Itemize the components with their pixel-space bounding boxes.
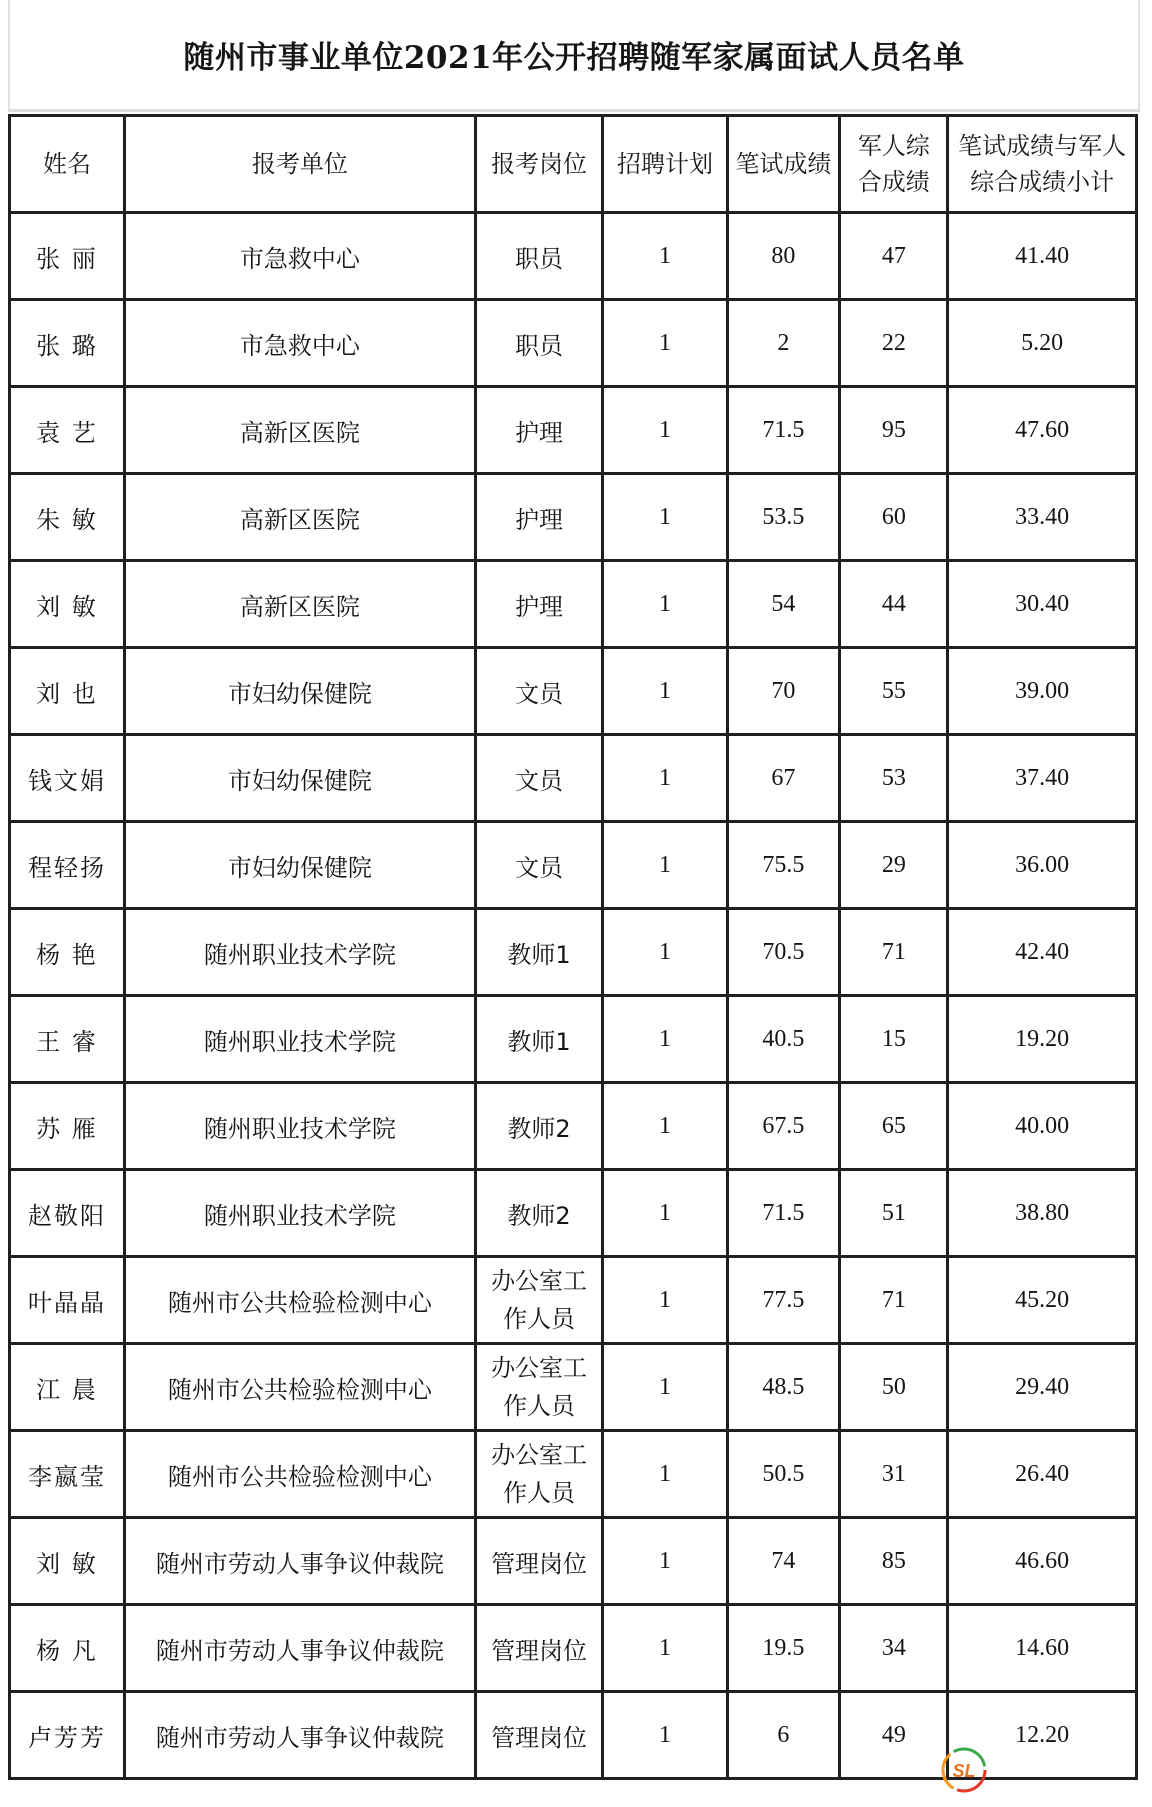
cell-unit: 随州职业技术学院 [125,1083,476,1170]
cell-post [475,1605,603,1692]
cell-post-line: 文员 [515,766,564,795]
cell-plan: 1 [603,996,727,1083]
column-header-label: 笔试成绩 [735,150,832,178]
cell-subtotal: 47.60 [948,387,1137,474]
column-header-unit [125,116,476,213]
cell-unit: 市妇幼保健院 [125,735,476,822]
table-row [10,822,1137,909]
cell-post [475,300,603,387]
cell-name: 赵敬阳 [10,1170,125,1257]
cell-name: 张 丽 [10,213,125,300]
cell-post-line: 文员 [515,679,564,708]
cell-plan: 1 [603,1431,727,1518]
column-header-plan [603,116,727,213]
cell-plan: 1 [603,474,727,561]
cell-military-score: 65 [840,1083,948,1170]
table-row [10,561,1137,648]
cell-unit: 市急救中心 [125,300,476,387]
title-banner [8,0,1140,112]
cell-subtotal: 39.00 [948,648,1137,735]
cell-post [475,1344,603,1431]
cell-name: 袁 艺 [10,387,125,474]
table-row [10,735,1137,822]
column-header-label: 合成绩 [857,168,930,196]
cell-written-score: 70 [727,648,840,735]
cell-post-line: 教师1 [507,1027,571,1056]
cell-subtotal: 37.40 [948,735,1137,822]
table-row [10,996,1137,1083]
cell-subtotal: 26.40 [948,1431,1137,1518]
cell-subtotal: 41.40 [948,213,1137,300]
cell-written-score: 74 [727,1518,840,1605]
table-header-row [10,116,1137,213]
cell-written-score: 53.5 [727,474,840,561]
cell-written-score: 40.5 [727,996,840,1083]
cell-post-line: 管理岗位 [491,1549,588,1578]
cell-written-score: 67 [727,735,840,822]
cell-post-line: 职员 [515,331,564,360]
column-header-label: 军人综 [857,132,930,160]
cell-subtotal: 38.80 [948,1170,1137,1257]
cell-plan: 1 [603,822,727,909]
cell-unit: 随州职业技术学院 [125,996,476,1083]
cell-post [475,1170,603,1257]
cell-name: 刘 敏 [10,1518,125,1605]
cell-plan: 1 [603,1344,727,1431]
cell-name: 李嬴莹 [10,1431,125,1518]
cell-plan: 1 [603,1083,727,1170]
cell-military-score: 47 [840,213,948,300]
table-row [10,474,1137,561]
cell-written-score: 50.5 [727,1431,840,1518]
cell-military-score: 55 [840,648,948,735]
cell-post-line: 护理 [515,592,564,621]
svg-text:SL: SL [952,1761,976,1781]
cell-post-line: 办公室工 [491,1354,588,1382]
cell-post-line: 文员 [515,853,564,882]
cell-post [475,1431,603,1518]
column-header-post [475,116,603,213]
cell-plan: 1 [603,1605,727,1692]
cell-written-score: 71.5 [727,1170,840,1257]
cell-post-line: 教师2 [507,1201,571,1230]
cell-post [475,996,603,1083]
cell-written-score: 70.5 [727,909,840,996]
column-header-label: 报考单位 [251,150,348,178]
cell-post [475,474,603,561]
cell-unit: 市妇幼保健院 [125,822,476,909]
cell-unit: 随州职业技术学院 [125,1170,476,1257]
cell-name: 王 睿 [10,996,125,1083]
cell-post-line: 护理 [515,505,564,534]
cell-post [475,387,603,474]
cell-name: 钱文娟 [10,735,125,822]
cell-post-line: 教师1 [507,940,571,969]
document-title: 随州市事业单位2021年公开招聘随军家属面试人员名单 [183,40,965,76]
cell-plan: 1 [603,213,727,300]
cell-post [475,1083,603,1170]
cell-name: 刘 敏 [10,561,125,648]
cell-name: 朱 敏 [10,474,125,561]
cell-plan: 1 [603,648,727,735]
cell-post-line: 教师2 [507,1114,571,1143]
cell-plan: 1 [603,1257,727,1344]
table-row [10,1257,1137,1344]
cell-military-score: 71 [840,1257,948,1344]
table-row [10,213,1137,300]
watermark-logo-icon [938,1744,990,1796]
cell-subtotal: 40.00 [948,1083,1137,1170]
table-row [10,909,1137,996]
column-header-label: 姓名 [43,150,91,178]
cell-military-score: 22 [840,300,948,387]
cell-post [475,648,603,735]
cell-unit: 随州市公共检验检测中心 [125,1257,476,1344]
cell-written-score: 6 [727,1692,840,1779]
cell-military-score: 50 [840,1344,948,1431]
cell-post [475,1518,603,1605]
cell-written-score: 2 [727,300,840,387]
cell-post-line: 职员 [515,244,564,273]
cell-military-score: 44 [840,561,948,648]
column-header-label: 报考岗位 [491,150,588,178]
cell-plan: 1 [603,735,727,822]
column-header-name [10,116,125,213]
cell-military-score: 29 [840,822,948,909]
cell-unit: 高新区医院 [125,387,476,474]
cell-military-score: 15 [840,996,948,1083]
cell-written-score: 80 [727,213,840,300]
table-row [10,1083,1137,1170]
column-header-label: 笔试成绩与军人 [958,132,1127,160]
cell-written-score: 48.5 [727,1344,840,1431]
cell-name: 江 晨 [10,1344,125,1431]
cell-unit: 随州市劳动人事争议仲裁院 [125,1692,476,1779]
cell-post [475,1257,603,1344]
cell-post [475,822,603,909]
cell-subtotal: 30.40 [948,561,1137,648]
cell-name: 杨 凡 [10,1605,125,1692]
cell-plan: 1 [603,1170,727,1257]
cell-plan: 1 [603,909,727,996]
cell-military-score: 71 [840,909,948,996]
cell-name: 苏 雁 [10,1083,125,1170]
cell-plan: 1 [603,387,727,474]
cell-post [475,561,603,648]
cell-military-score: 53 [840,735,948,822]
cell-unit: 随州市公共检验检测中心 [125,1344,476,1431]
cell-post-line: 作人员 [503,1305,576,1333]
cell-unit: 高新区医院 [125,561,476,648]
cell-post [475,909,603,996]
cell-plan: 1 [603,1518,727,1605]
cell-post-line: 作人员 [503,1392,576,1420]
cell-military-score: 31 [840,1431,948,1518]
cell-plan: 1 [603,300,727,387]
cell-military-score: 95 [840,387,948,474]
table-row [10,1344,1137,1431]
cell-post [475,1692,603,1779]
cell-unit: 随州职业技术学院 [125,909,476,996]
column-header-written-score [727,116,840,213]
cell-post-line: 护理 [515,418,564,447]
cell-subtotal: 33.40 [948,474,1137,561]
table-row [10,1518,1137,1605]
cell-written-score: 71.5 [727,387,840,474]
cell-name: 张 璐 [10,300,125,387]
cell-subtotal: 5.20 [948,300,1137,387]
cell-unit: 随州市公共检验检测中心 [125,1431,476,1518]
cell-post-line: 办公室工 [491,1441,588,1469]
cell-military-score: 49 [840,1692,948,1779]
cell-post-line: 办公室工 [491,1267,588,1295]
cell-unit: 随州市劳动人事争议仲裁院 [125,1518,476,1605]
cell-post-line: 作人员 [503,1479,576,1507]
cell-written-score: 54 [727,561,840,648]
cell-subtotal: 45.20 [948,1257,1137,1344]
table-row [10,1605,1137,1692]
cell-name: 刘 也 [10,648,125,735]
column-header-military-score [840,116,948,213]
cell-plan: 1 [603,561,727,648]
cell-post [475,735,603,822]
table-row [10,1431,1137,1518]
cell-written-score: 75.5 [727,822,840,909]
cell-unit: 随州市劳动人事争议仲裁院 [125,1605,476,1692]
cell-written-score: 77.5 [727,1257,840,1344]
cell-unit: 高新区医院 [125,474,476,561]
column-header-label: 招聘计划 [616,150,713,178]
cell-unit: 市急救中心 [125,213,476,300]
cell-military-score: 85 [840,1518,948,1605]
cell-name: 卢芳芳 [10,1692,125,1779]
cell-name: 杨 艳 [10,909,125,996]
cell-post-line: 管理岗位 [491,1636,588,1665]
table-row [10,387,1137,474]
table-row [10,648,1137,735]
cell-subtotal: 46.60 [948,1518,1137,1605]
table-row [10,300,1137,387]
cell-subtotal: 12.20 [948,1692,1137,1779]
column-header-subtotal [948,116,1137,213]
cell-subtotal: 42.40 [948,909,1137,996]
interview-roster-table [8,114,1138,1780]
table-body [10,213,1137,1779]
cell-subtotal: 29.40 [948,1344,1137,1431]
cell-post-line: 管理岗位 [491,1723,588,1752]
cell-written-score: 19.5 [727,1605,840,1692]
cell-subtotal: 19.20 [948,996,1137,1083]
cell-post [475,213,603,300]
cell-plan: 1 [603,1692,727,1779]
cell-military-score: 34 [840,1605,948,1692]
cell-military-score: 60 [840,474,948,561]
cell-military-score: 51 [840,1170,948,1257]
cell-unit: 市妇幼保健院 [125,648,476,735]
cell-name: 程轻扬 [10,822,125,909]
cell-name: 叶晶晶 [10,1257,125,1344]
column-header-label: 综合成绩小计 [970,168,1115,196]
cell-subtotal: 36.00 [948,822,1137,909]
cell-subtotal: 14.60 [948,1605,1137,1692]
cell-written-score: 67.5 [727,1083,840,1170]
table-row [10,1170,1137,1257]
